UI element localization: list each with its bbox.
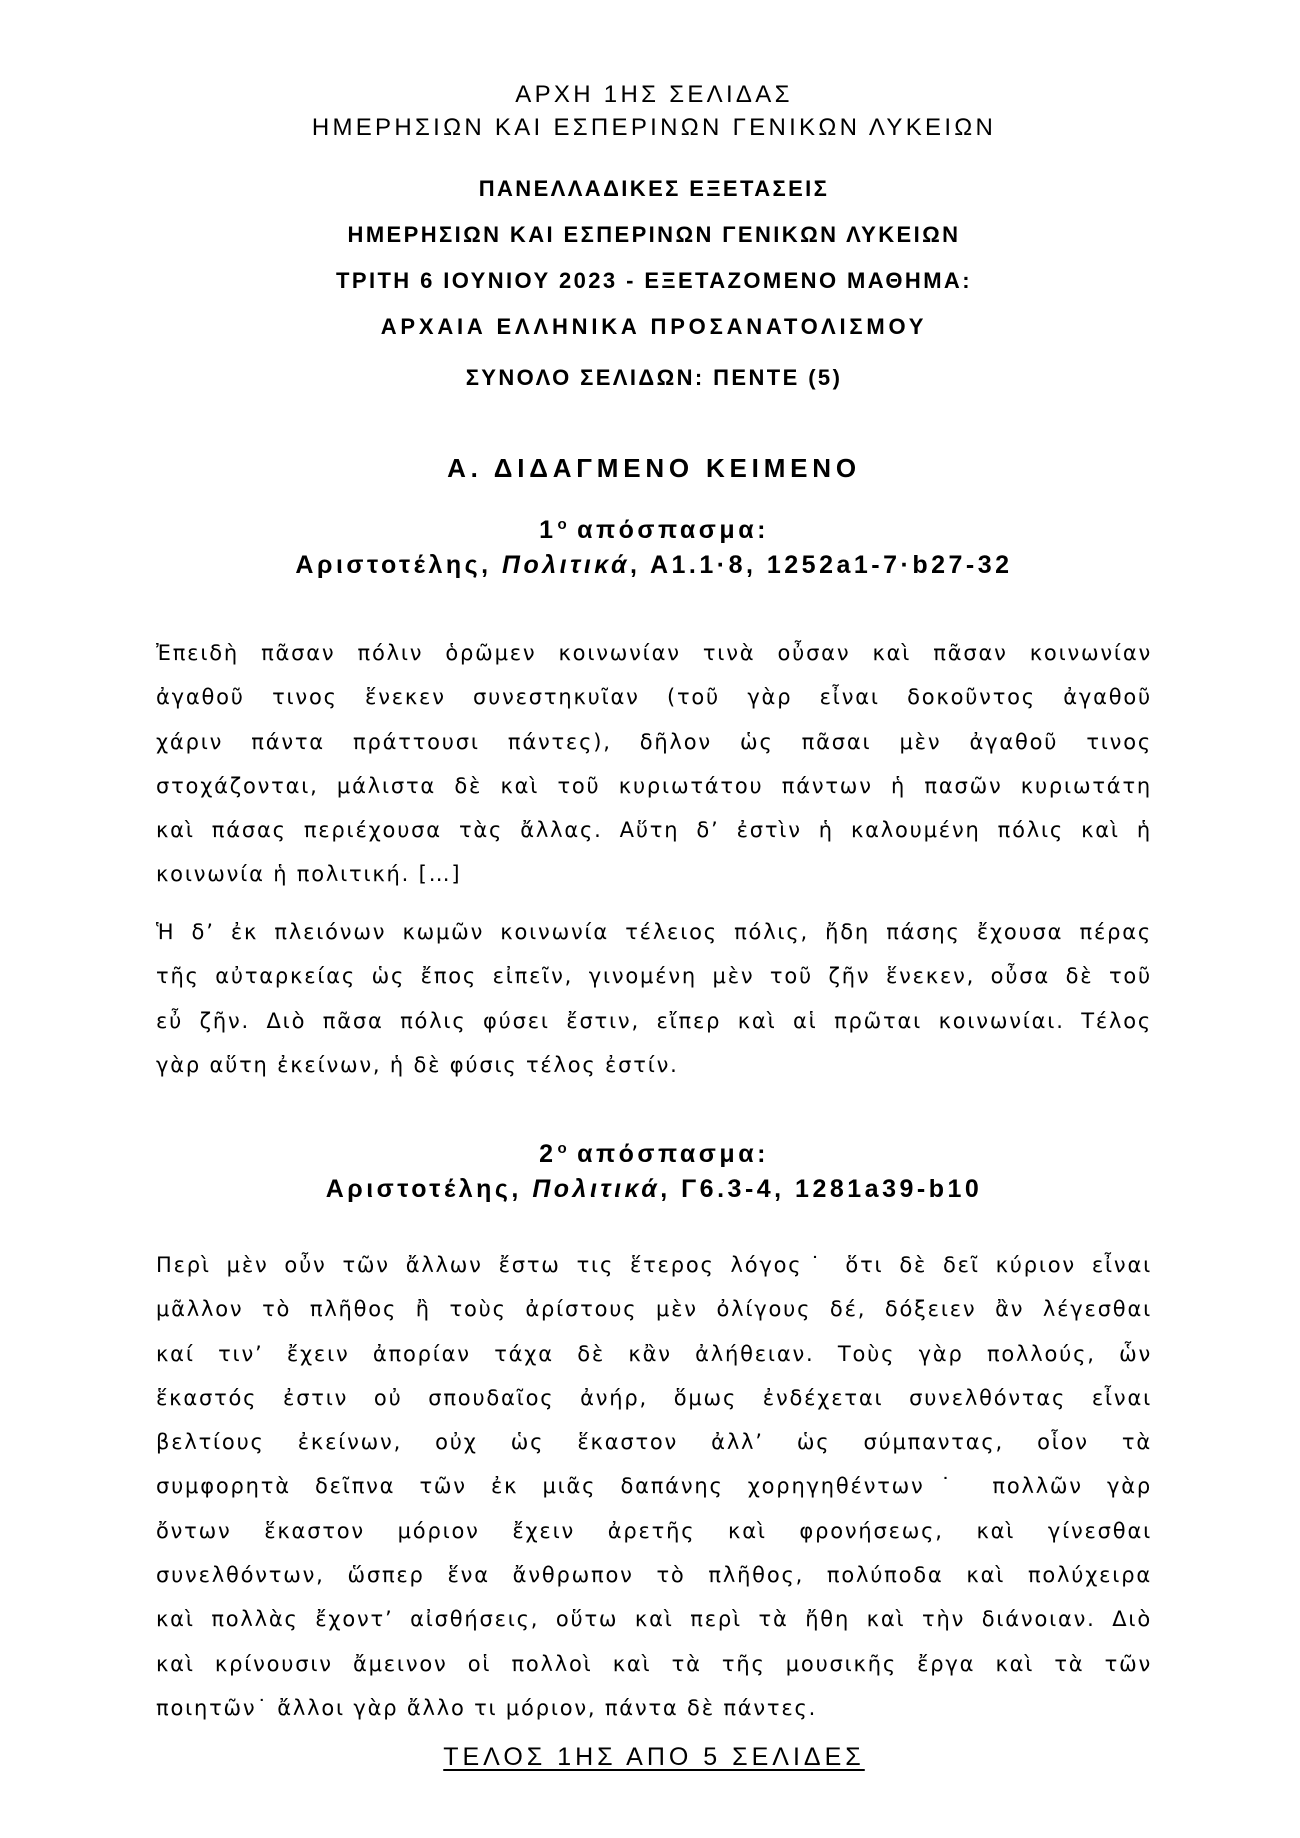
excerpt-number-suffix: ο [557, 1140, 567, 1157]
excerpt-number: 1 [539, 516, 557, 544]
citation-reference: , Γ6.3-4, 1281a39-b10 [660, 1175, 983, 1203]
text-line: μᾶλλον τὸ πλῆθος ἢ τοὺς ἀρίστους μὲν ὀλίγους δέ, δόξειεν ἂν λέγεσθαι [156, 1297, 1152, 1322]
citation-work-title: Πολιτικά [502, 551, 630, 579]
text-line: καὶ πολλὰς ἔχοντ’ αἰσθήσεις, οὕτω καὶ περὶ τὰ ἤθη καὶ τὴν διάνοιαν. Διὸ [156, 1607, 1152, 1632]
citation-author: Αριστοτέλης, [325, 1175, 522, 1203]
text-line: Ἡ δ’ ἐκ πλειόνων κωμῶν κοινωνία τέλειος πόλις, ἤδη πάσης ἔχουσα πέρας [156, 920, 1152, 944]
excerpt-1-paragraph-1 [156, 631, 1152, 897]
text-line: τῆς αὐταρκείας ὡς ἔπος εἰπεῖν, γινομένη μὲν τοῦ ζῆν ἕνεκεν, οὖσα δὲ τοῦ [156, 964, 1152, 989]
page-header [156, 78, 1152, 144]
text-line: ποιητῶν˙ ἄλλοι γὰρ ἄλλο τι μόριον, πάντα δὲ πάντες. [156, 1695, 818, 1720]
text-line: ὄντων ἕκαστον μόριον ἔχειν ἀρετῆς καὶ φρονήσεως, καὶ γίνεσθαι [156, 1518, 1152, 1543]
excerpt-2-paragraph-1 [156, 1243, 1152, 1730]
header-school-type: ΗΜΕΡΗΣΙΩΝ ΚΑΙ ΕΣΠΕΡΙΝΩΝ ΓΕΝΙΚΩΝ ΛΥΚΕΙΩΝ [311, 114, 997, 141]
text-line: καὶ πάσας περιέχουσα τὰς ἄλλας. Αὕτη δ’ ἐστὶν ἡ καλουμένη πόλις καὶ ἡ [156, 818, 1152, 843]
exam-school-type: ΗΜΕΡΗΣΙΩΝ ΚΑΙ ΕΣΠΕΡΙΝΩΝ ΓΕΝΙΚΩΝ ΛΥΚΕΙΩΝ [347, 222, 961, 247]
text-line: στοχάζονται, μάλιστα δὲ καὶ τοῦ κυριωτάτου πάντων ἡ πασῶν κυριωτάτη [156, 773, 1152, 798]
text-line: ἀγαθοῦ τινος ἕνεκεν συνεστηκυῖαν (τοῦ γὰρ εἶναι δοκοῦντος ἀγαθοῦ [156, 685, 1152, 710]
page-end-label: ΤΕΛΟΣ 1ΗΣ ΑΠΟ 5 ΣΕΛΙΔΕΣ [443, 1743, 865, 1771]
text-line: Ἐπειδὴ πᾶσαν πόλιν ὁρῶμεν κοινωνίαν τινὰ οὖσαν καὶ πᾶσαν κοινωνίαν [156, 641, 1152, 665]
citation-reference: , Α1.1·8, 1252a1-7·b27-32 [629, 551, 1013, 579]
text-line: βελτίους ἐκείνων, οὐχ ὡς ἕκαστον ἀλλ’ ὡς σύμπαντας, οἷον τὰ [156, 1430, 1152, 1455]
exam-title: ΠΑΝΕΛΛΑΔΙΚΕΣ ΕΞΕΤΑΣΕΙΣ [478, 176, 830, 201]
exam-info [156, 166, 1152, 401]
text-line: συμφορητὰ δεῖπνα τῶν ἐκ μιᾶς δαπάνης χορηγηθέντων˙ πολλῶν γὰρ [156, 1474, 1152, 1499]
text-line: κοινωνία ἡ πολιτική. […] [156, 862, 462, 887]
section-title: Α. ΔΙΔΑΓΜΕΝΟ ΚΕΙΜΕΝΟ [447, 453, 861, 483]
exam-subject: ΑΡΧΑΙΑ ΕΛΛΗΝΙΚΑ ΠΡΟΣΑΝΑΤΟΛΙΣΜΟΥ [380, 314, 928, 339]
excerpt-1-heading [156, 513, 1152, 583]
text-line: ἕκαστός ἐστιν οὐ σπουδαῖος ἀνήρ, ὅμως ἐνδέχεται συνελθόντας εἶναι [156, 1385, 1152, 1410]
text-line: Περὶ μὲν οὖν τῶν ἄλλων ἔστω τις ἕτερος λόγος˙ ὅτι δὲ δεῖ κύριον εἶναι [156, 1253, 1152, 1277]
citation-work-title: Πολιτικά [532, 1175, 661, 1203]
excerpt-2-heading [156, 1137, 1152, 1207]
citation-author: Αριστοτέλης, [295, 551, 492, 579]
text-line: καί τιν’ ἔχειν ἀπορίαν τάχα δὲ κἂν ἀλήθειαν. Τοὺς γὰρ πολλούς, ὧν [156, 1341, 1152, 1366]
text-line: εὖ ζῆν. Διὸ πᾶσα πόλις φύσει ἔστιν, εἴπερ καὶ αἱ πρῶται κοινωνίαι. Τέλος [156, 1008, 1152, 1033]
excerpt-number-suffix: ο [557, 516, 567, 533]
excerpt-label: απόσπασμα: [577, 1140, 769, 1168]
text-line: καὶ κρίνουσιν ἄμεινον οἱ πολλοὶ καὶ τὰ τῆς μουσικῆς ἔργα καὶ τὰ τῶν [156, 1651, 1152, 1676]
excerpt-citation [156, 1172, 1152, 1207]
text-line: συνελθόντων, ὥσπερ ἕνα ἄνθρωπον τὸ πλῆθος, πολύποδα καὶ πολύχειρα [156, 1563, 1152, 1588]
exam-total-pages: ΣΥΝΟΛΟ ΣΕΛΙΔΩΝ: ΠΕΝΤΕ (5) [465, 365, 843, 390]
excerpt-citation [156, 548, 1152, 583]
excerpt-ordinal-line [156, 1137, 1152, 1172]
page-footer [156, 1740, 1152, 1774]
excerpt-1-paragraph-2 [156, 910, 1152, 1087]
exam-date-subject-label: ΤΡΙΤΗ 6 ΙΟΥΝΙΟΥ 2023 - ΕΞΕΤΑΖΟΜΕΝΟ ΜΑΘΗΜΑ: [336, 268, 972, 293]
excerpt-ordinal-line [156, 513, 1152, 548]
text-line: γὰρ αὕτη ἐκείνων, ἡ δὲ φύσις τέλος ἐστίν. [156, 1052, 679, 1077]
excerpt-number: 2 [539, 1140, 557, 1168]
text-line: χάριν πάντα πράττουσι πάντες), δῆλον ὡς πᾶσαι μὲν ἀγαθοῦ τινος [156, 729, 1152, 754]
excerpt-label: απόσπασμα: [577, 516, 769, 544]
page-start-label: ΑΡΧΗ 1ΗΣ ΣΕΛΙΔΑΣ [515, 81, 793, 108]
